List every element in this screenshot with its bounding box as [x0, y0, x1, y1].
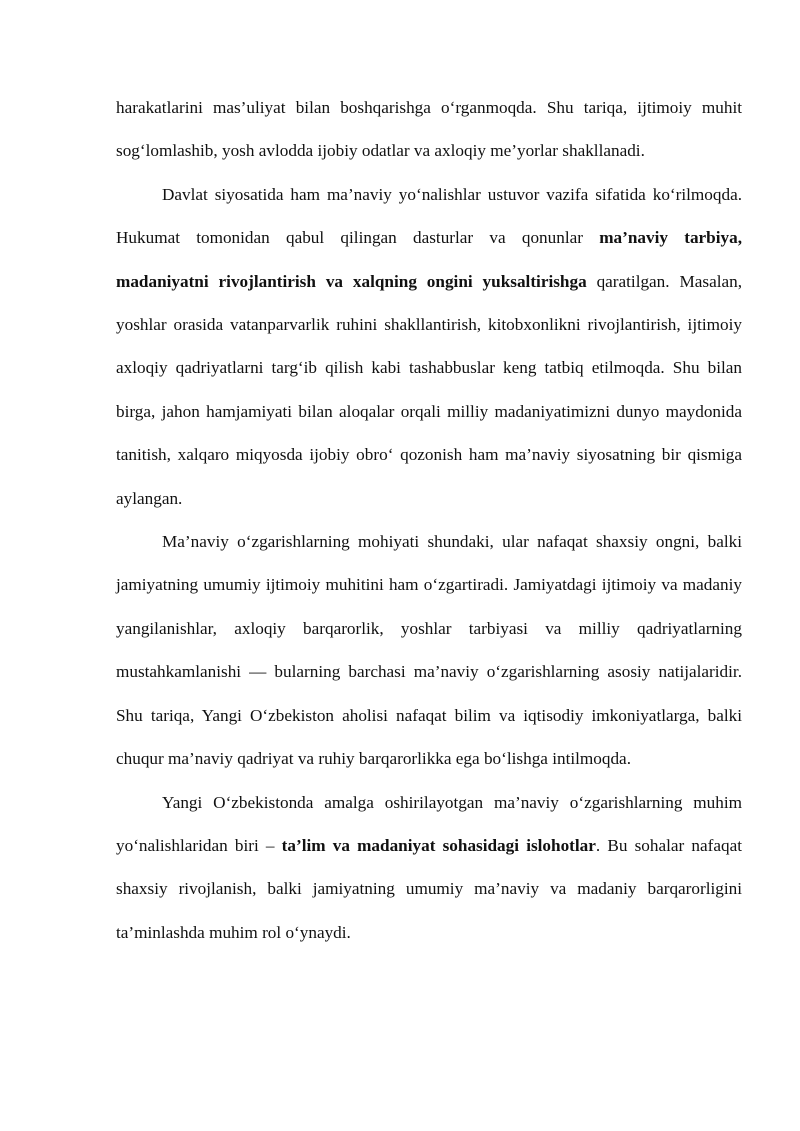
paragraph-4 — [116, 781, 742, 955]
paragraph-1 — [116, 86, 742, 173]
document-body — [116, 86, 742, 954]
bold-phrase: ma’naviy tarbiya, madaniyatni rivojlantirish va xalqning ongini yuksaltirishga — [116, 228, 743, 291]
paragraph-text: Davlat siyosatida ham ma’naviy yo‘nalishlar ustuvor vazifa sifatida ko‘rilmoqda. Hukumat tomonidan qabul qilingan dasturlar va qonunlar — [116, 184, 742, 248]
paragraph-2 — [116, 173, 742, 520]
paragraph-text: qaratilgan. Masalan, yoshlar orasida vatanparvarlik ruhini shakllantirish, kitobxonlikni rivojlantirish, ijtimoiy axloqiy qadriyatlarni targ‘ib qilish kabi tashabbuslar keng tatbiq etilmoqda. Shu bilan birga, jahon hamjamiyati bilan aloqalar orqali milliy madaniyatimizni dunyo maydonida tanitish, xalqaro miqyosda ijobiy obro‘ qozonish ham ma’naviy siyosatning bir qismiga aylangan. — [116, 271, 742, 508]
paragraph-text: . Bu sohalar nafaqat shaxsiy rivojlanish, balki jamiyatning umumiy ma’naviy va madaniy barqarorligini ta’minlashda muhim rol o‘ynaydi. — [116, 835, 742, 942]
paragraph-text: Yangi O‘zbekistonda amalga oshirilayotgan ma’naviy o‘zgarishlarning muhim yo‘nalishlaridan biri – — [116, 792, 742, 855]
bold-phrase: ta’lim va madaniyat sohasidagi islohotlar — [281, 835, 596, 855]
paragraph-3 — [116, 520, 742, 780]
paragraph-text: harakatlarini mas’uliyat bilan boshqarishga o‘rganmoqda. Shu tariqa, ijtimoiy muhit sog‘lomlashib, yosh avlodda ijobiy odatlar va axloqiy me’yorlar shakllanadi. — [116, 98, 742, 161]
paragraph-text: Ma’naviy o‘zgarishlarning mohiyati shundaki, ular nafaqat shaxsiy ongni, balki jamiyatning umumiy ijtimoiy muhitini ham o‘zgartiradi. Jamiyatdagi ijtimoiy va madaniy yangilanishlar, axloqiy barqarorlik, yoshlar tarbiyasi va milliy qadriyatlarning mustahkamlanishi — bularning barchasi ma’naviy o‘zgarishlarning asosiy natijalaridir. Shu tariqa, Yangi O‘zbekiston aholisi nafaqat bilim va iqtisodiy imkoniyatlarga, balki chuqur ma’naviy qadriyat va ruhiy barqarorlikka ega bo‘lishga intilmoqda. — [116, 532, 742, 769]
